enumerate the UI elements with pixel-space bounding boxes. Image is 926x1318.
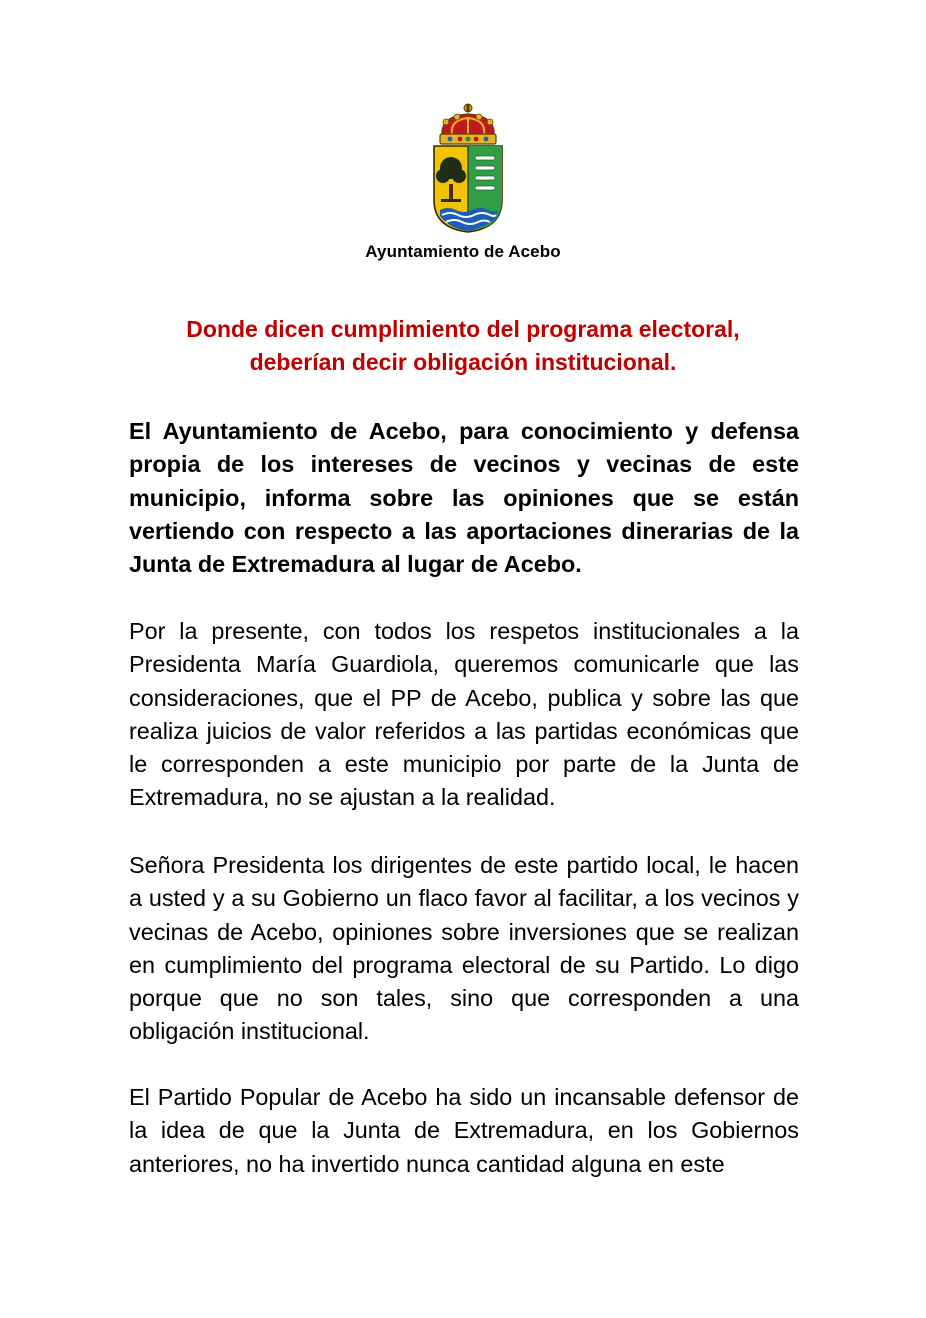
crown-icon <box>440 104 496 144</box>
shield-icon <box>434 146 502 232</box>
headline-line-1: Donde dicen cumplimiento del programa electoral, <box>186 316 740 342</box>
body-paragraph: Señora Presidenta los dirigentes de este partido local, le hacen a usted y a su Gobierno un flaco favor al facilitar, a los vecinos y vecinas de Acebo, opiniones sobre inversiones que se realizan en cumplimiento del programa electoral de su Partido. Lo digo porque que no son tales, sino que corresponden a una obligación institucional. <box>129 852 799 1045</box>
lead-paragraph: El Ayuntamiento de Acebo, para conocimiento y defensa propia de los intereses de vecinos y vecinas de este municipio, informa sobre las opiniones que se están vertiendo con respecto a las aportaciones dinerarias de la Junta de Extremadura al lugar de Acebo. <box>129 418 799 578</box>
organization-name: Ayuntamiento de Acebo <box>365 242 561 261</box>
body-paragraph: El Partido Popular de Acebo ha sido un incansable defensor de la idea de que la Junta de Extremadura, en los Gobiernos anteriores, no ha invertido nunca cantidad alguna en este <box>129 1084 799 1177</box>
headline <box>100 313 826 379</box>
body-paragraph: Por la presente, con todos los respetos institucionales a la Presidenta María Guardiola, queremos comunicarle que las consideraciones, que el PP de Acebo, publica y sobre las que realiza juicios de valor referidos a las partidas económicas que le corresponden a este municipio por parte de la Junta de Extremadura, no se ajustan a la realidad. <box>129 618 799 811</box>
headline-line-2: deberían decir obligación institucional. <box>249 349 677 375</box>
coat-of-arms-icon <box>428 102 508 234</box>
